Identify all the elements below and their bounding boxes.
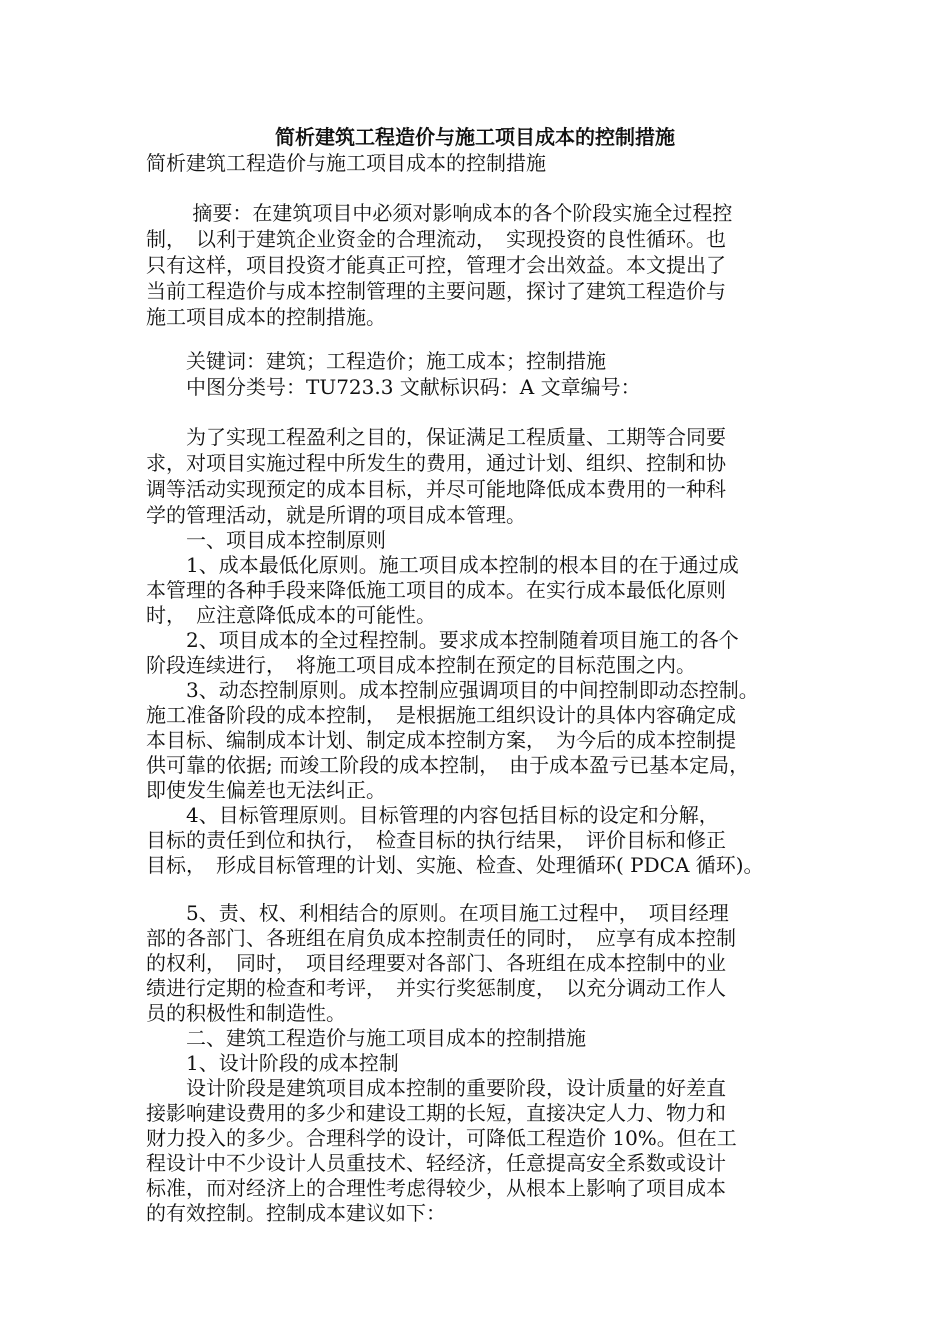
- body-line: 2、项目成本的全过程控制。要求成本控制随着项目施工的各个: [146, 628, 739, 652]
- body-line: 调等活动实现预定的成本目标，并尽可能地降低成本费用的一种科: [146, 477, 726, 501]
- body-line: 员的积极性和制造性。: [146, 1001, 346, 1025]
- abstract-line: 制， 以利于建筑企业资金的合理流动， 实现投资的良性循环。也: [146, 227, 726, 251]
- document-subtitle: 简析建筑工程造价与施工项目成本的控制措施: [146, 151, 546, 175]
- body-line: 3、动态控制原则。成本控制应强调项目的中间控制即动态控制。: [146, 678, 759, 702]
- body-line: 阶段连续进行， 将施工项目成本控制在预定的目标范围之内。: [146, 653, 696, 677]
- section-heading: 一、项目成本控制原则: [146, 528, 386, 552]
- body-line: 施工准备阶段的成本控制， 是根据施工组织设计的具体内容确定成: [146, 703, 736, 727]
- body-line: 设计阶段是建筑项目成本控制的重要阶段，设计质量的好差直: [146, 1076, 726, 1100]
- body-line: 目标， 形成目标管理的计划、实施、检查、处理循环( PDCA 循环)。: [146, 853, 764, 877]
- keywords-line: 关键词：建筑；工程造价；施工成本；控制措施: [146, 349, 606, 373]
- body-line: 供可靠的依据; 而竣工阶段的成本控制， 由于成本盈亏已基本定局，: [146, 753, 750, 777]
- body-line: 接影响建设费用的多少和建设工期的长短，直接决定人力、物力和: [146, 1101, 726, 1125]
- body-line: 部的各部门、各班组在肩负成本控制责任的同时， 应享有成本控制: [146, 926, 736, 950]
- body-line: 财力投入的多少。合理科学的设计，可降低工程造价 10%。但在工: [146, 1126, 737, 1150]
- body-line: 程设计中不少设计人员重技术、轻经济，任意提高安全系数或设计: [146, 1151, 726, 1175]
- body-line: 1、成本最低化原则。施工项目成本控制的根本目的在于通过成: [146, 553, 739, 577]
- body-line: 绩进行定期的检查和考评， 并实行奖惩制度， 以充分调动工作人: [146, 976, 726, 1000]
- body-line: 即使发生偏差也无法纠正。: [146, 778, 386, 802]
- body-line: 求，对项目实施过程中所发生的费用，通过计划、组织、控制和协: [146, 451, 726, 475]
- abstract-line: 摘要：在建筑项目中必须对影响成本的各个阶段实施全过程控: [146, 201, 733, 225]
- body-line: 时， 应注意降低成本的可能性。: [146, 603, 436, 627]
- document-title: 简析建筑工程造价与施工项目成本的控制措施: [275, 125, 675, 149]
- body-line: 为了实现工程盈利之目的，保证满足工程质量、工期等合同要: [146, 425, 726, 449]
- body-line: 标准，而对经济上的合理性考虑得较少，从根本上影响了项目成本: [146, 1176, 726, 1200]
- body-line: 学的管理活动，就是所谓的项目成本管理。: [146, 503, 526, 527]
- classification-line: 中图分类号：TU723.3 文献标识码：A 文章编号：: [146, 375, 641, 399]
- section-heading: 二、建筑工程造价与施工项目成本的控制措施: [146, 1026, 586, 1050]
- body-line: 本管理的各种手段来降低施工项目的成本。在实行成本最低化原则: [146, 578, 726, 602]
- body-line: 的权利， 同时， 项目经理要对各部门、各班组在成本控制中的业: [146, 951, 726, 975]
- body-line: 5、责、权、利相结合的原则。在项目施工过程中， 项目经理: [146, 901, 729, 925]
- subsection-heading: 1、设计阶段的成本控制: [146, 1051, 399, 1075]
- body-line: 4、目标管理原则。目标管理的内容包括目标的设定和分解，: [146, 803, 719, 827]
- body-line: 本目标、编制成本计划、制定成本控制方案， 为今后的成本控制提: [146, 728, 736, 752]
- abstract-line: 只有这样，项目投资才能真正可控，管理才会出效益。本文提出了: [146, 253, 726, 277]
- body-line: 目标的责任到位和执行， 检查目标的执行结果， 评价目标和修正: [146, 828, 726, 852]
- abstract-line: 施工项目成本的控制措施。: [146, 305, 386, 329]
- body-line: 的有效控制。控制成本建议如下：: [146, 1201, 446, 1225]
- abstract-line: 当前工程造价与成本控制管理的主要问题，探讨了建筑工程造价与: [146, 279, 726, 303]
